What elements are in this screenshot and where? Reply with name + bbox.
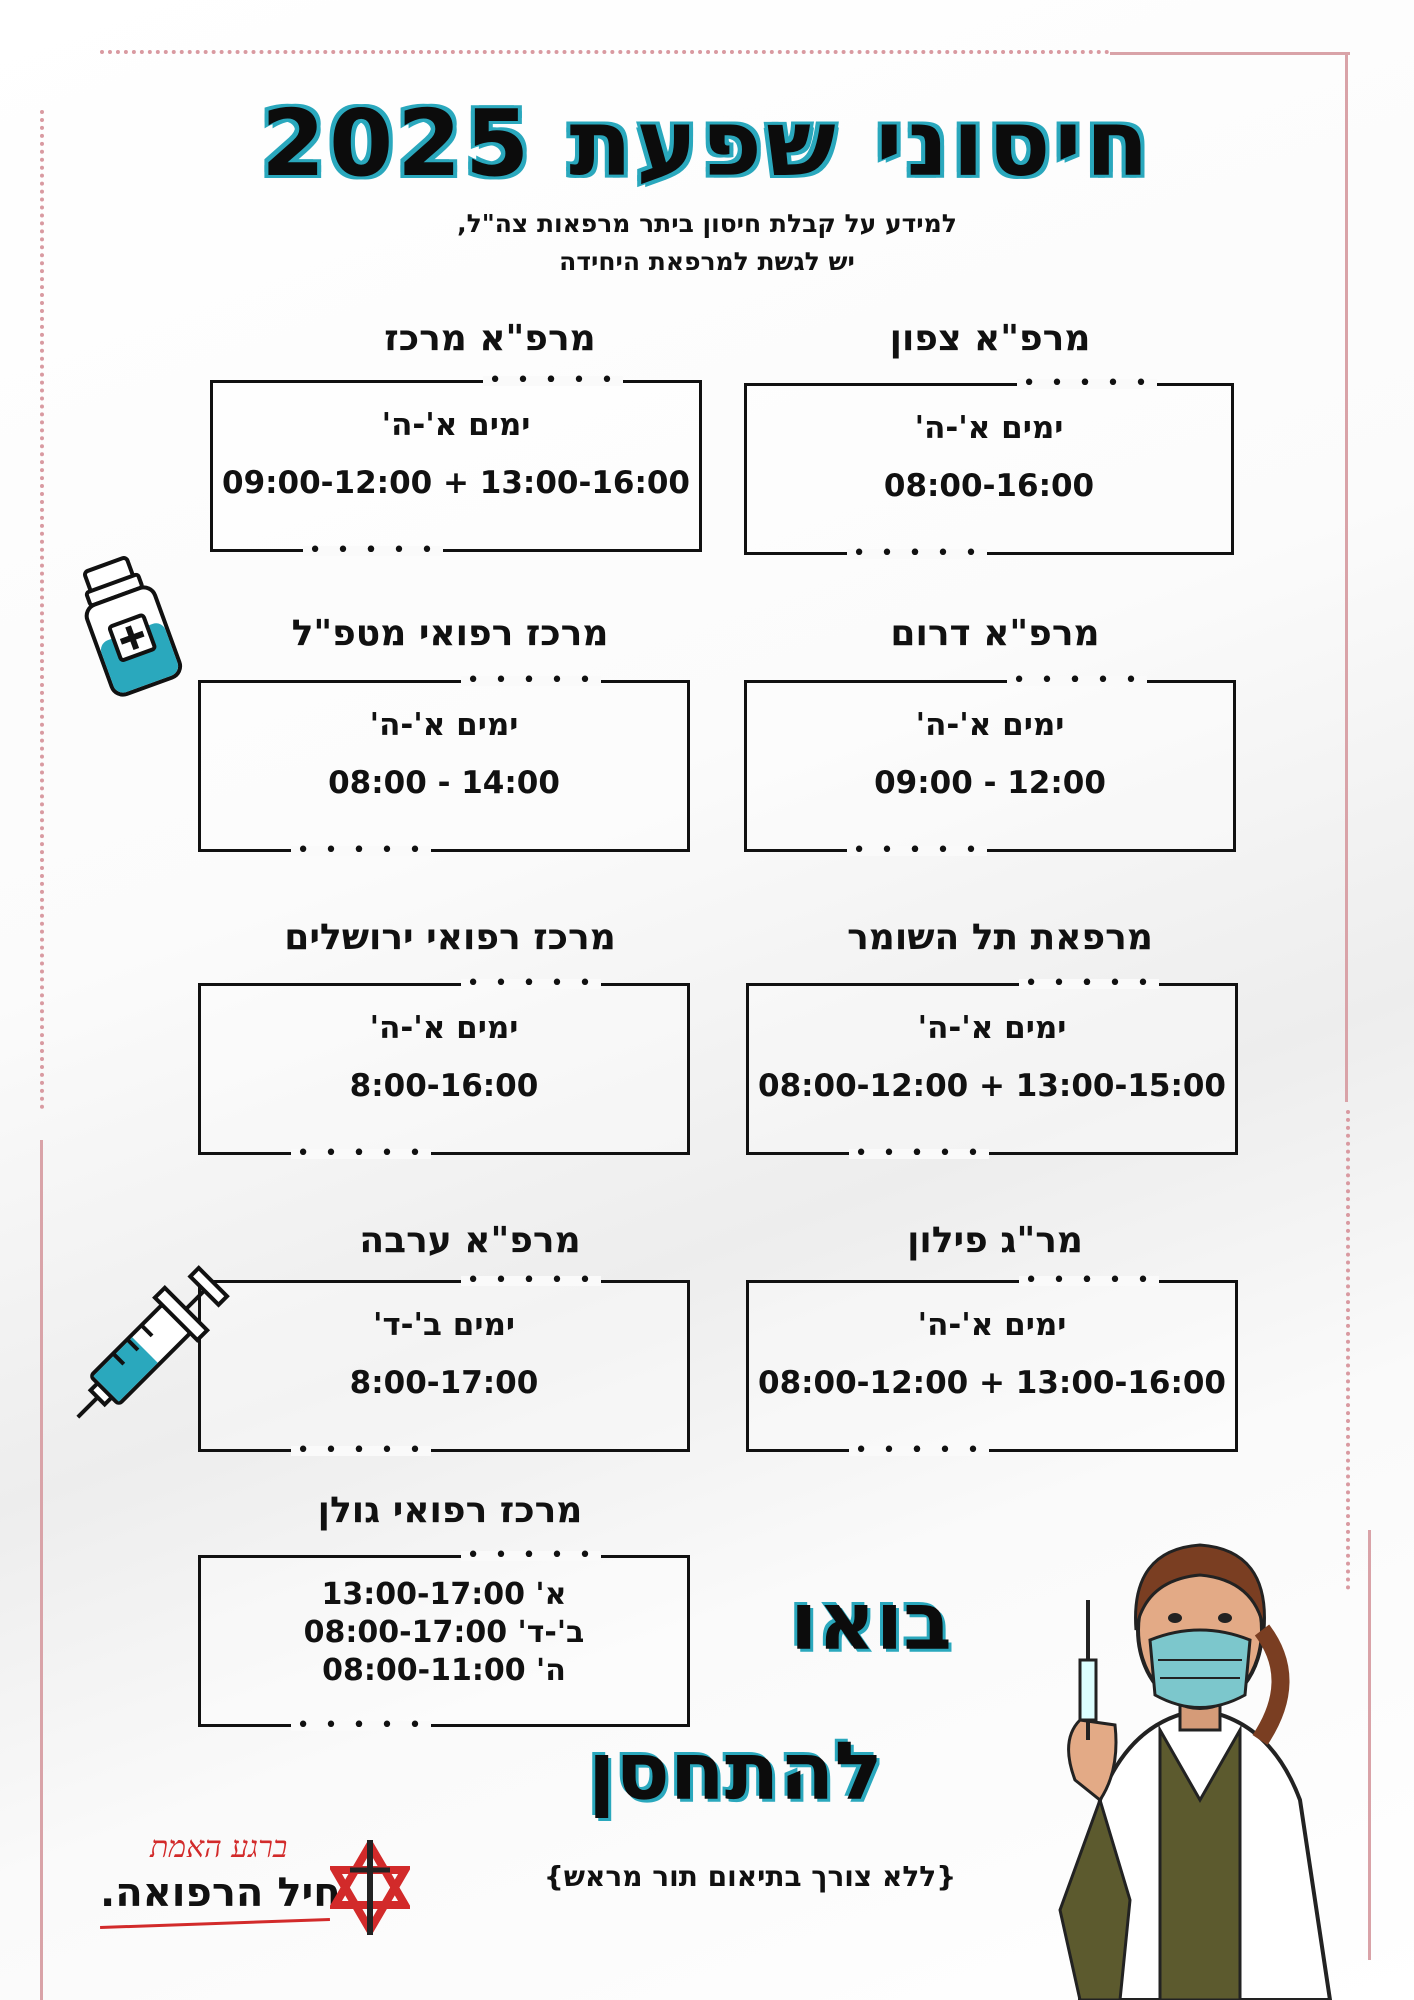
clinic-days: ימים א'-ה' (917, 1307, 1067, 1343)
card-dots: • • • • • • (847, 549, 987, 559)
card-dots: • • • • • • (461, 1551, 601, 1561)
clinic-card-pilon (746, 1268, 1238, 1463)
medical-corps-logo-icon (330, 1840, 410, 1935)
logo-underline (100, 1918, 330, 1929)
card-dots: • • • • • • (461, 676, 601, 686)
card-dots: • • • • • • (849, 1446, 989, 1456)
clinic-days: ימים א'-ה' (381, 407, 531, 443)
clinic-days: ימים ב'-ד' (372, 1307, 516, 1343)
slogan-vaccinate: להתחסן (588, 1725, 883, 1818)
clinic-card-north (744, 371, 1234, 566)
clinic-hours: 08:00-12:00 + 13:00-16:00 (758, 1365, 1226, 1401)
clinic-name-mtpl: מרכז רפואי מטפ"ל (291, 613, 609, 654)
slogan-come: בואו (790, 1575, 952, 1668)
clinic-card-south (744, 668, 1236, 863)
card-dots: • • • • • • (303, 546, 443, 556)
clinic-card-golan (198, 1543, 690, 1738)
golan-schedule (201, 1576, 687, 1690)
card-dots: • • • • • • (849, 1149, 989, 1159)
card-dots: • • • • • • (1019, 1276, 1159, 1286)
clinic-name-south: מרפ"א דרום (890, 613, 1100, 654)
vaccine-bottle-icon (70, 550, 200, 700)
clinic-name-center: מרפ"א מרכז (384, 318, 596, 359)
golan-schedule-line: 13:00-17:00 'א (321, 1577, 567, 1612)
clinic-days: ימים א'-ה' (917, 1010, 1067, 1046)
clinic-name-tel-hashomer: מרפאת תל השומר (847, 917, 1153, 958)
clinic-name-north: מרפ"א צפון (889, 318, 1091, 359)
clinic-days: ימים א'-ה' (914, 410, 1064, 446)
frame-line-top-right (1110, 52, 1350, 55)
clinic-hours: 09:00-12:00 + 13:00-16:00 (222, 465, 690, 501)
clinic-hours: 08:00 - 14:00 (328, 765, 560, 801)
card-dots: • • • • • • (291, 1149, 431, 1159)
clinic-name-jerusalem: מרכז רפואי ירושלים (284, 917, 616, 958)
card-dots: • • • • • • (461, 1276, 601, 1286)
clinic-days: ימים א'-ה' (915, 707, 1065, 743)
clinic-card-arava (198, 1268, 690, 1463)
clinic-hours: 09:00 - 12:00 (874, 765, 1106, 801)
logo-main-text: חיל הרפואה. (100, 1870, 341, 1916)
clinic-days: ימים א'-ה' (369, 707, 519, 743)
clinic-card-tel-hashomer (746, 971, 1238, 1166)
card-dots: • • • • • • (1019, 979, 1159, 989)
golan-schedule-line: 08:00-17:00 'ב'-ד (303, 1615, 585, 1650)
no-appointment-note: {ללא צורך בתיאום תור מראש} (543, 1860, 957, 1893)
syringe-icon (60, 1250, 230, 1450)
clinic-name-pilon: מר"ג פילון (907, 1220, 1083, 1261)
clinic-card-jerusalem (198, 971, 690, 1166)
golan-schedule-line: 08:00-11:00 'ה (322, 1653, 566, 1688)
frame-line-left (40, 1140, 43, 2000)
card-dots: • • • • • • (1017, 379, 1157, 389)
clinic-card-mtpl (198, 668, 690, 863)
subtitle-line-1: למידע על קבלת חיסון ביתר מרפאות צה"ל, (457, 209, 957, 238)
clinic-hours: 8:00-16:00 (349, 1068, 539, 1104)
medical-corps-logo (90, 1830, 410, 1940)
clinic-days: ימים א'-ה' (369, 1010, 519, 1046)
clinic-hours: 8:00-17:00 (349, 1365, 539, 1401)
card-dots: • • • • • • (847, 846, 987, 856)
card-dots: • • • • • • (291, 1721, 431, 1731)
card-dots: • • • • • • (1007, 676, 1147, 686)
subtitle-line-2: יש לגשת למרפאת היחידה (559, 247, 855, 276)
clinic-hours: 08:00-12:00 + 13:00-15:00 (758, 1068, 1226, 1104)
clinic-name-arava: מרפ"א ערבה (359, 1220, 581, 1261)
card-dots: • • • • • • (291, 846, 431, 856)
clinic-card-center (210, 368, 702, 563)
subtitle (0, 205, 1414, 281)
nurse-illustration (1040, 1480, 1360, 2000)
clinic-hours: 08:00-16:00 (883, 468, 1095, 504)
logo-script-text: ברגע האמת (150, 1830, 288, 1865)
frame-dots-top (100, 50, 1110, 54)
card-dots: • • • • • • (291, 1446, 431, 1456)
frame-line-right-lower (1368, 1530, 1371, 1960)
card-dots: • • • • • • (461, 979, 601, 989)
page-title: חיסוני שפעת 2025 (261, 90, 1153, 197)
card-dots: • • • • • • (483, 376, 623, 386)
clinic-name-golan: מרכז רפואי גולן (317, 1490, 583, 1531)
